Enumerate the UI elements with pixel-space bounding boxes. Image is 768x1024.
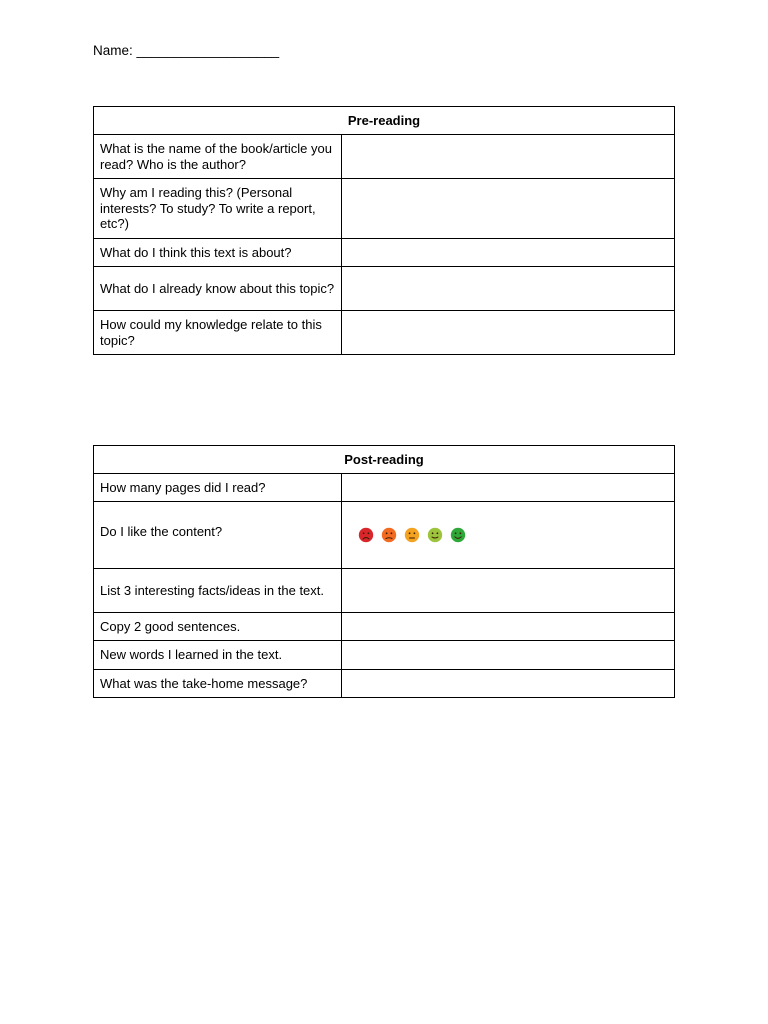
- pre-reading-title: Pre-reading: [94, 107, 675, 135]
- question-good-sentences: Copy 2 good sentences.: [94, 613, 342, 641]
- answer-cell[interactable]: [342, 239, 675, 267]
- answer-cell[interactable]: [342, 179, 675, 239]
- answer-cell[interactable]: [342, 311, 675, 355]
- name-field-label: Name: ___________________: [93, 43, 280, 58]
- answer-cell[interactable]: [342, 670, 675, 698]
- question-take-home: What was the take-home message?: [94, 670, 342, 698]
- smile-face-icon[interactable]: [427, 527, 443, 543]
- answer-cell[interactable]: [342, 613, 675, 641]
- happy-face-icon[interactable]: [450, 527, 466, 543]
- pre-reading-table: [93, 106, 675, 355]
- answer-cell[interactable]: [342, 641, 675, 670]
- question-knowledge-relate: How could my knowledge relate to this topic?: [94, 311, 342, 355]
- question-like-content: Do I like the content?: [94, 502, 342, 569]
- answer-cell[interactable]: [342, 135, 675, 179]
- answer-cell[interactable]: [342, 569, 675, 613]
- very-sad-face-icon[interactable]: [358, 527, 374, 543]
- question-book-name: What is the name of the book/article you read? Who is the author?: [94, 135, 342, 179]
- answer-cell[interactable]: [342, 267, 675, 311]
- question-pages-read: How many pages did I read?: [94, 474, 342, 502]
- question-text-about: What do I think this text is about?: [94, 239, 342, 267]
- post-reading-table: [93, 445, 675, 698]
- question-reading-reason: Why am I reading this? (Personal interests? To study? To write a report, etc?): [94, 179, 342, 239]
- neutral-face-icon[interactable]: [404, 527, 420, 543]
- question-already-know: What do I already know about this topic?: [94, 267, 342, 311]
- rating-cell: [342, 502, 675, 569]
- question-interesting-facts: List 3 interesting facts/ideas in the text.: [94, 569, 342, 613]
- answer-cell[interactable]: [342, 474, 675, 502]
- post-reading-title: Post-reading: [94, 446, 675, 474]
- question-new-words: New words I learned in the text.: [94, 641, 342, 670]
- rating-faces: [348, 527, 668, 543]
- sad-face-icon[interactable]: [381, 527, 397, 543]
